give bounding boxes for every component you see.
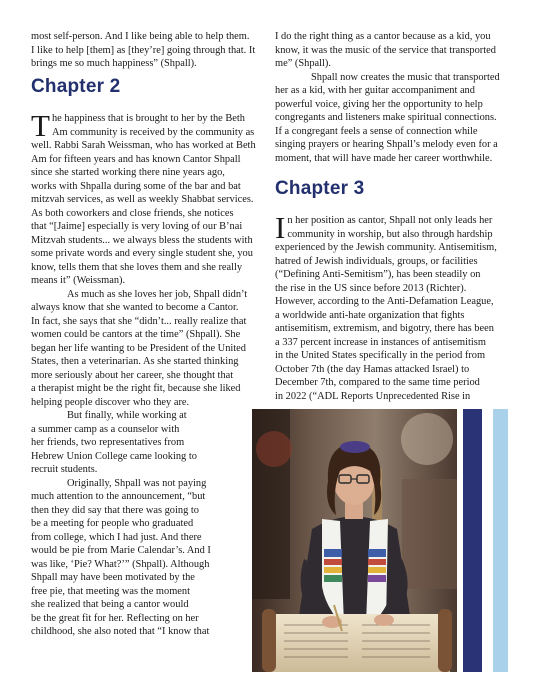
text-line: But finally, while working at <box>67 410 187 421</box>
text-line: I like to help [them] as [they’re] going through that. It <box>31 44 256 56</box>
left-top-paragraph <box>31 30 256 71</box>
text-line: helping people discover who they are. <box>31 396 190 408</box>
drop-cap: I <box>275 210 286 245</box>
text-line: States, then a veterinarian. As she started thinking <box>31 356 239 367</box>
text-line: free pie, that meeting was the moment <box>31 585 190 597</box>
text-line: I do the right thing as a cantor because as a kid, you <box>275 31 491 42</box>
left-column <box>31 30 256 71</box>
text-line: be the great fit for her. Reflecting on her <box>31 612 199 624</box>
text-line: women could be cantors at the time” (Shpall). She <box>31 329 241 340</box>
text-line: powerful voice, giving her the opportunity to help <box>275 98 483 110</box>
paragraph <box>31 477 261 639</box>
text-line: her as a kid, with her guitar accompaniment and <box>275 85 475 96</box>
chapter-3-heading: Chapter 3 <box>275 178 365 199</box>
text-line: the rise in the US since before 2013 (Richter). <box>275 282 467 294</box>
text-line: most self-person. And I like being able to help them. <box>31 31 250 42</box>
text-line: moment, that will have made her career worthwhile. <box>275 152 493 164</box>
text-line: works with Shpalla during some of the bar and bat <box>31 180 241 192</box>
text-line: much attention to the announcement, “but <box>31 491 206 502</box>
text-line: well. Rabbi Sarah Weissman, who has worked at Beth <box>31 140 256 151</box>
text-line: began her life wanting to be President of the United <box>31 342 246 354</box>
text-line: childhood, she also noted that “I know that <box>31 626 210 637</box>
text-line: mitzvah services, as well as weekly Shabbat services. <box>31 194 254 205</box>
text-line: would be pie from Marie Calendar’s. And I <box>31 545 211 556</box>
right-chapter-3-body <box>275 210 520 403</box>
paragraph-with-drop-cap <box>275 210 520 403</box>
paragraph-with-drop-cap <box>31 108 261 288</box>
text-line: hatred of Jewish individuals, groups, or facilities <box>275 255 478 267</box>
decorative-navy-bar <box>463 409 482 672</box>
text-line: be a meeting for people who graduated <box>31 518 194 529</box>
text-line: congregants and listeners make spiritual connections. <box>275 112 497 123</box>
text-line: (“Defining Anti-Semitism”), has been steadily on <box>275 269 481 280</box>
text-line: since she started working there nine years ago, <box>31 167 225 178</box>
text-line: As much as she loves her job, Shpall didn’t <box>67 288 248 300</box>
text-line: singing prayers or hearing Shpall’s melody even for a <box>275 139 498 150</box>
text-line: then they did say that there was going to <box>31 504 199 516</box>
text-line: Hebrew Union College came looking to <box>31 450 197 462</box>
text-line: her friends, two representatives from <box>31 437 185 448</box>
text-line: n her position as cantor, Shpall not only leads her <box>287 215 493 226</box>
text-line: brings me so much happiness” (Shpall). <box>31 58 197 69</box>
text-line: that “[Jaime] especially is very loving of our B’nai <box>31 221 243 232</box>
paragraph <box>275 71 520 166</box>
paragraph <box>31 288 261 410</box>
text-line: from college, which I had just. And there <box>31 531 202 543</box>
right-column-top <box>275 30 520 165</box>
text-line: she realized that being a cantor would <box>31 599 189 610</box>
text-line: As both coworkers and close friends, she notices <box>31 207 234 219</box>
left-chapter-2-body <box>31 108 261 639</box>
text-line: a worldwide anti-hate organization that fights <box>275 309 465 321</box>
drop-cap: T <box>31 108 50 143</box>
text-line: always know that she wanted to become a Cantor. <box>31 302 239 313</box>
text-line: If a congregant feels a sense of connection while <box>275 125 478 137</box>
text-line: Shpall may have been motivated by the <box>31 572 195 583</box>
text-line: community in worship, but also through hardship <box>287 228 493 240</box>
paragraph <box>31 409 261 477</box>
text-line: know, it was the music of the service that transported <box>275 44 496 56</box>
paragraph <box>275 30 520 71</box>
text-line: However, according to the Anti-Defamation League, <box>275 296 494 307</box>
text-line: means it” (Weissman). <box>31 275 126 286</box>
text-line: Am for fifteen years and has known Cantor Shpall <box>31 153 241 165</box>
text-line: was like, ‘Pie? What?’” (Shpall). Although <box>31 558 210 570</box>
text-line: he happiness that is brought to her by the Beth <box>51 113 245 124</box>
text-line: Am community is received by the community as <box>51 126 255 138</box>
text-line: in the United States specifically in the period from <box>275 350 486 361</box>
text-line: some private words and every single student she, you <box>31 248 253 259</box>
text-line: Shpall now creates the music that transported <box>311 71 500 83</box>
text-line: In fact, she says that she “didn’t... really realize that <box>31 315 247 327</box>
text-line: experienced by the Jewish community. Antisemitism, <box>275 242 497 253</box>
cantor-photo <box>252 409 457 672</box>
text-line: me” (Shpall). <box>275 58 331 69</box>
text-line: in 2022 (“ADL Reports Unprecedented Rise in <box>275 390 471 402</box>
text-line: Originally, Shpall was not paying <box>67 477 207 489</box>
text-line: a summer camp as a counselor with <box>31 423 180 435</box>
text-line: Mitzvah students... we always bless the students with <box>31 234 253 246</box>
text-line: antisemitism, extremism, and bigotry, there has been <box>275 323 494 334</box>
text-line: a therapist might be the right fit, because she liked <box>31 383 241 394</box>
text-line: a 337 percent increase in instances of antisemitism <box>275 336 486 348</box>
text-line: know, tells them that she loves them and she really <box>31 261 243 273</box>
text-line: October 7th (the day Hamas attacked Israel) to <box>275 363 470 375</box>
decorative-light-blue-bar <box>493 409 508 672</box>
text-line: December 7th, compared to the same time period <box>275 377 480 388</box>
chapter-2-heading: Chapter 2 <box>31 76 121 97</box>
text-line: recruit students. <box>31 464 98 475</box>
photo-illustration <box>252 409 457 672</box>
text-line: more seriously about her career, she thought that <box>31 369 234 381</box>
